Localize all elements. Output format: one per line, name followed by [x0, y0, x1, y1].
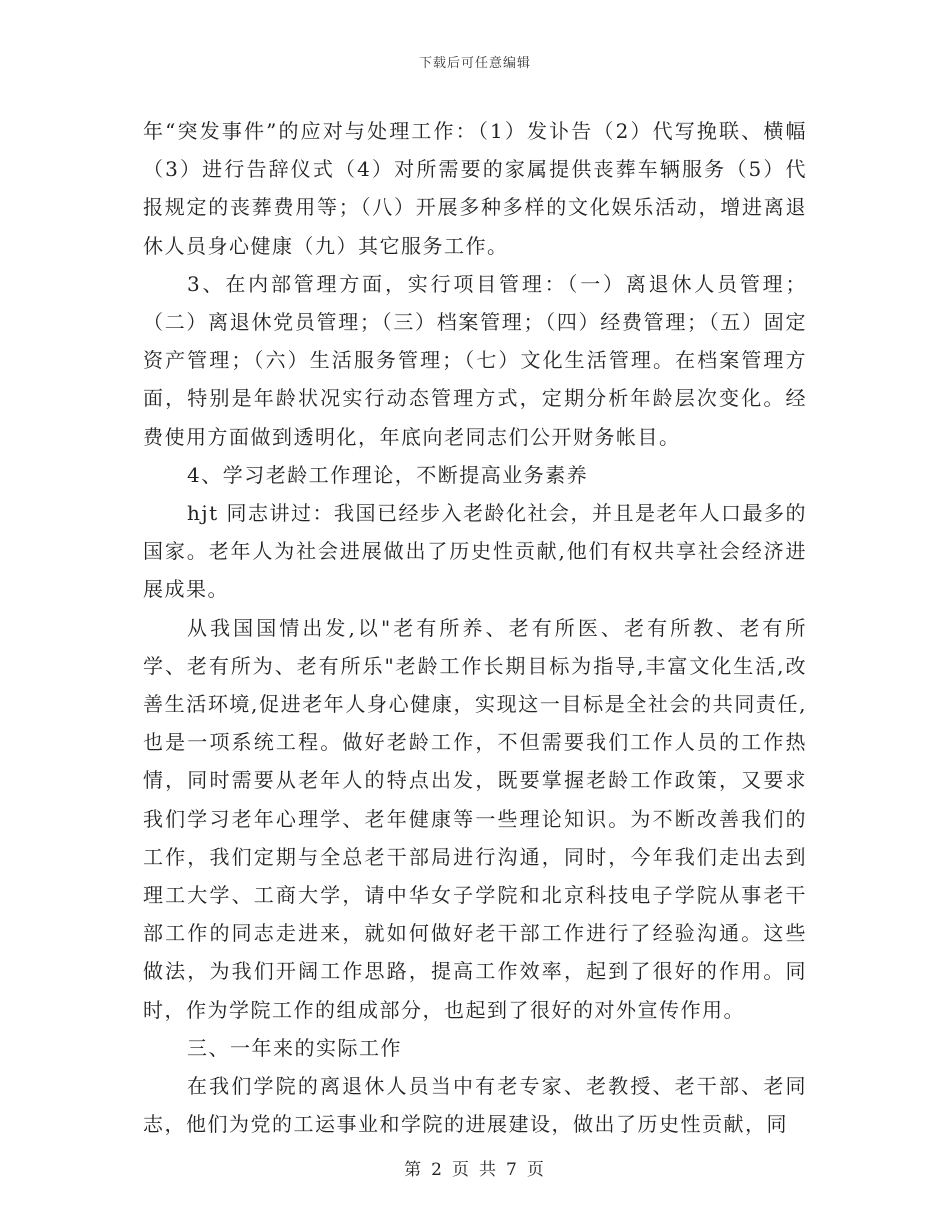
paragraph: 在我们学院的离退休人员当中有老专家、老教授、老干部、老同志，他们为党的工运事业和学院的进展建设，做出了历史性贡献，同: [143, 1074, 807, 1137]
page-footer: [0, 1155, 950, 1180]
paragraph: 从我国国情出发,以"老有所养、老有所医、老有所教、老有所学、老有所为、老有所乐"老龄工作长期目标为指导,丰富文化生活,改善生活环境,促进老年人身心健康，实现这一目标是全社会的共同责任,也是一项系统工程。做好老龄工作，不但需要我们工作人员的工作热情，同时需要从老年人的特点出发，既要掌握老龄工作政策，又要求我们学习老年心理学、老年健康等一些理论知识。为不断改善我们的工作，我们定期与全总老干部局进行沟通，同时，今年我们走出去到理工大学、工商大学，请中华女子学院和北京科技电子学院从事老干部工作的同志走进来，就如何做好老干部工作进行了经验沟通。这些做法，为我们开阔工作思路，提高工作效率，起到了很好的作用。同时，作为学院工作的组成部分，也起到了很好的对外宣传作用。: [143, 615, 807, 1022]
footer-label-page-end: 页: [526, 1160, 546, 1180]
paragraph: hjt 同志讲过：我国已经步入老龄化社会，并且是老年人口最多的国家。老年人为社会进展做出了历史性贡献,他们有权共享社会经济进展成果。: [143, 501, 807, 602]
section-heading: 4、学习老龄工作理论，不断提高业务素养: [187, 462, 589, 487]
section-heading: 三、一年来的实际工作: [187, 1035, 402, 1060]
page-header: 下载后可任意编辑: [418, 56, 531, 71]
footer-label-di: 第: [404, 1160, 424, 1180]
document-body: [143, 112, 807, 1143]
paragraph: 3、在内部管理方面，实行项目管理：（一）离退休人员管理；（二）离退休党员管理；（三）档案管理；（四）经费管理；（五）固定资产管理；（六）生活服务管理；（七）文化生活管理。在档案管理方面，特别是年龄状况实行动态管理方式，定期分析年龄层次变化。经费使用方面做到透明化，年底向老同志们公开财务帐目。: [143, 271, 807, 449]
current-page-number: 2: [431, 1160, 444, 1180]
total-pages-number: 7: [506, 1160, 519, 1180]
paragraph: 年“突发事件”的应对与处理工作：（1）发讣告（2）代写挽联、横幅（3）进行告辞仪式（4）对所需要的家属提供丧葬车辆服务（5）代报规定的丧葬费用等；（八）开展多种多样的文化娱乐活动，增进离退休人员身心健康（九）其它服务工作。: [143, 119, 807, 258]
footer-label-total: 共: [479, 1160, 498, 1180]
footer-label-page: 页: [452, 1160, 471, 1180]
